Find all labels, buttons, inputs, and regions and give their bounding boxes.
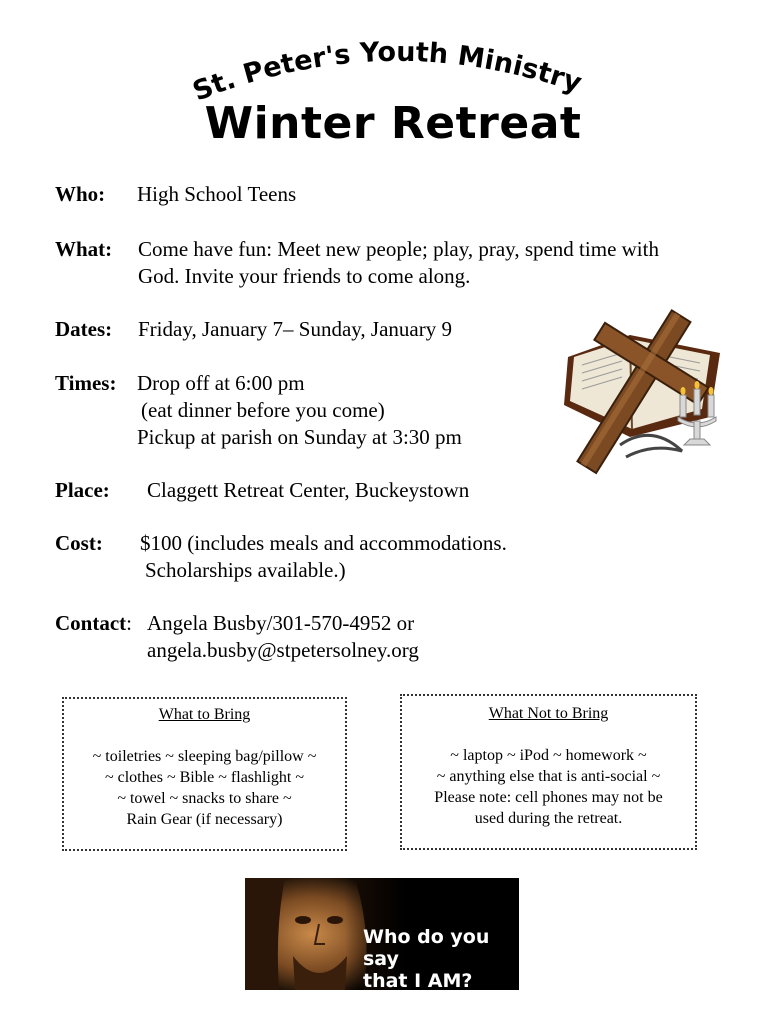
times-line-3: Pickup at parish on Sunday at 3:30 pm — [137, 425, 462, 449]
dates-value: Friday, January 7– Sunday, January 9 — [138, 317, 452, 341]
banner-caption: Who do you say that I AM? — [363, 926, 490, 990]
bring-line: ~ towel ~ snacks to share ~ — [117, 790, 292, 807]
page-title: Winter Retreat — [204, 98, 582, 149]
place-label: Place: — [55, 478, 110, 502]
times-label: Times: — [55, 371, 117, 395]
cost-line-1: $100 (includes meals and accommodations. — [140, 531, 507, 555]
what-not-to-bring-heading: What Not to Bring — [488, 705, 609, 722]
not-bring-line: ~ anything else that is anti-social ~ — [436, 768, 661, 785]
not-bring-line: used during the retreat. — [474, 810, 623, 827]
bring-line: ~ toiletries ~ sleeping bag/pillow ~ — [92, 748, 317, 765]
bring-line: Rain Gear (if necessary) — [126, 811, 283, 828]
bring-line: ~ clothes ~ Bible ~ flashlight ~ — [104, 769, 305, 786]
place-value: Claggett Retreat Center, Buckeystown — [147, 478, 470, 502]
contact-label: Contact: — [55, 611, 132, 635]
what-to-bring-heading: What to Bring — [158, 706, 251, 723]
what-label: What: — [55, 237, 113, 261]
what-not-to-bring-box — [400, 694, 697, 850]
org-title — [185, 28, 585, 108]
contact-email: angela.busby@stpetersolney.org — [147, 638, 419, 662]
times-line-2: (eat dinner before you come) — [141, 398, 385, 422]
cost-label: Cost: — [55, 531, 103, 555]
org-title-text: St. Peter's Youth Ministry — [188, 36, 585, 108]
what-line-1: Come have fun: Meet new people; play, pray, spend time with — [138, 237, 659, 261]
contact-line-1: Angela Busby/301-570-4952 or — [147, 611, 415, 635]
not-bring-line: ~ laptop ~ iPod ~ homework ~ — [450, 747, 647, 764]
who-value: High School Teens — [137, 182, 297, 206]
what-to-bring-box — [62, 697, 347, 851]
not-bring-line: Please note: cell phones may not be — [434, 789, 663, 806]
what-line-2: God. Invite your friends to come along. — [138, 264, 471, 288]
times-line-1: Drop off at 6:00 pm — [137, 371, 305, 395]
cross-bible-candles-icon — [560, 305, 730, 475]
dates-label: Dates: — [55, 317, 113, 341]
banner-image — [245, 878, 519, 990]
cost-line-2: Scholarships available.) — [145, 558, 346, 582]
who-label: Who: — [55, 182, 106, 206]
